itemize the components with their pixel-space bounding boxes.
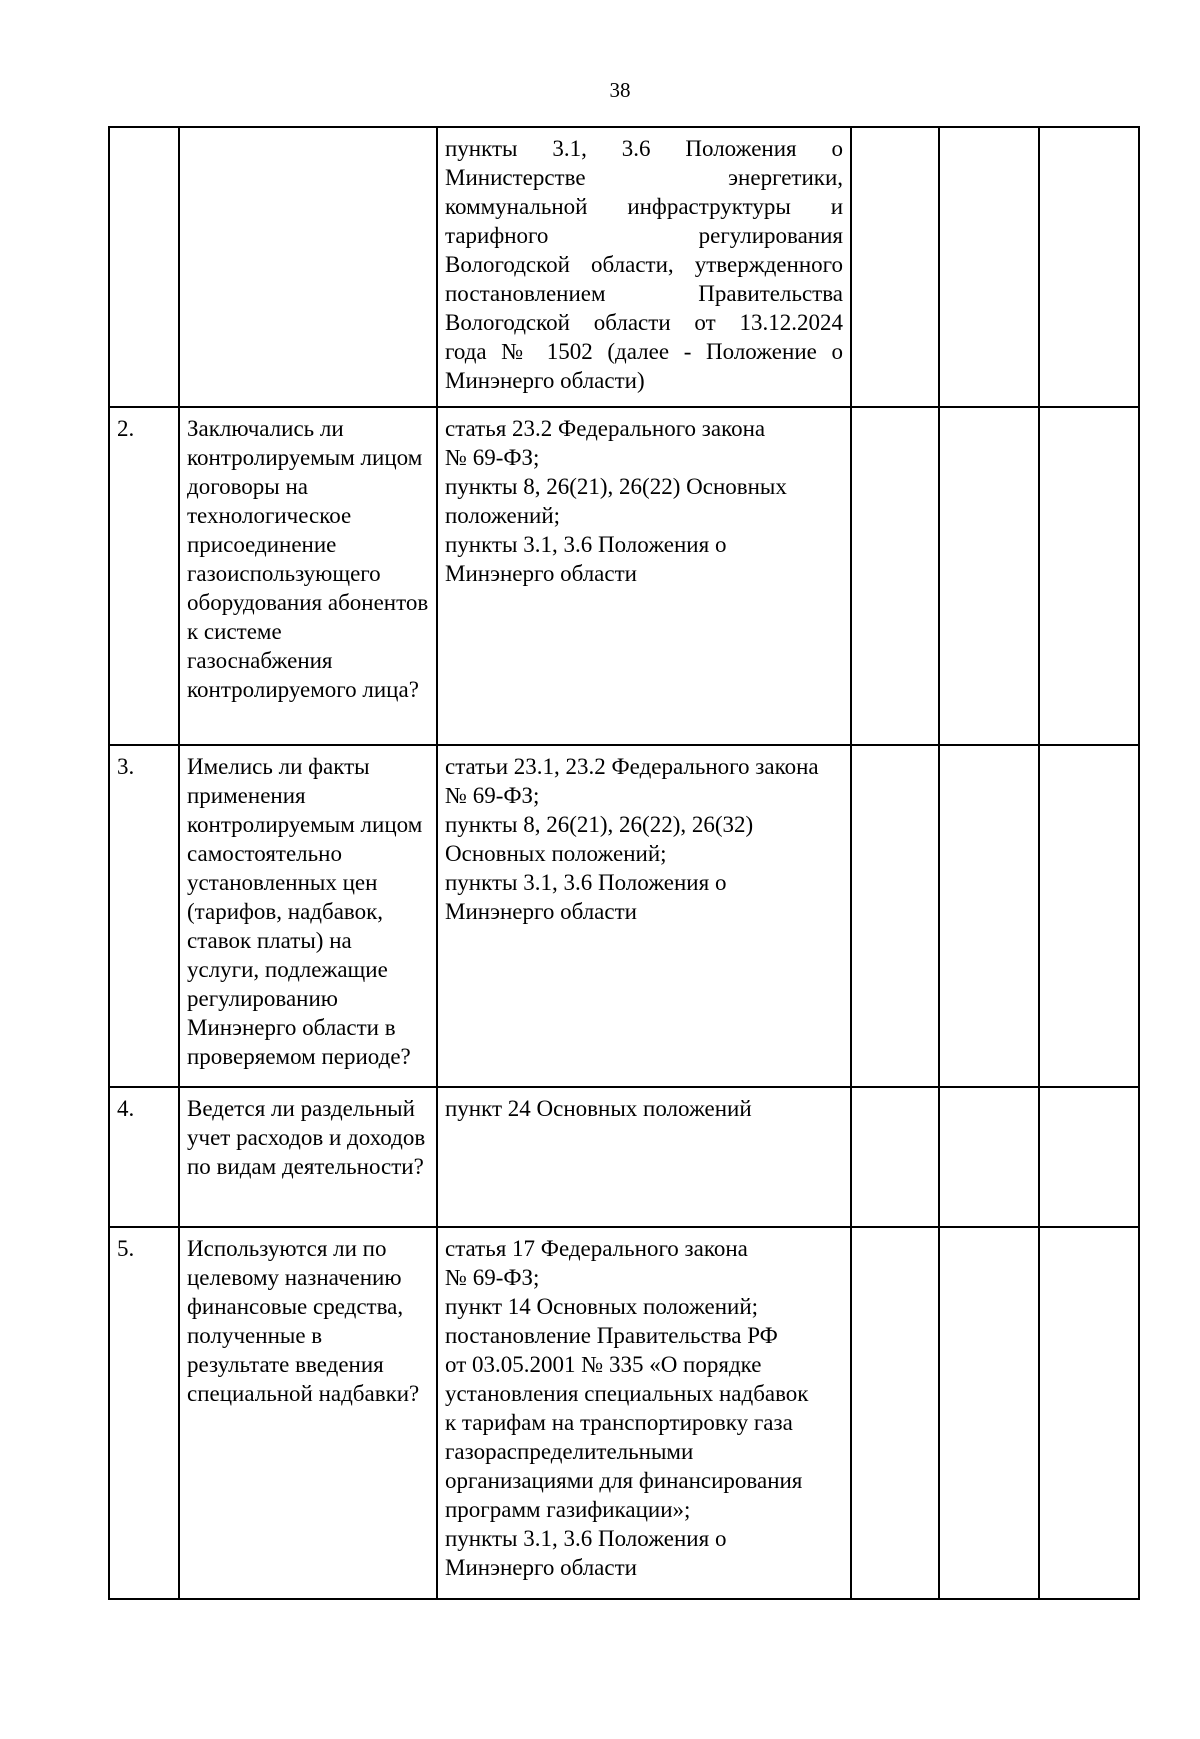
basis-line: № 69-ФЗ; <box>445 445 540 470</box>
row-number: 3. <box>109 745 179 1087</box>
answer-no-cell <box>939 745 1039 1087</box>
basis-line: постановление Правительства РФ <box>445 1323 778 1348</box>
answer-no-cell <box>939 1087 1039 1227</box>
legal-basis-cell <box>437 127 851 407</box>
basis-line: тарифного регулирования <box>445 223 843 248</box>
table-row <box>109 407 1139 745</box>
table-row <box>109 1087 1139 1227</box>
basis-line: Минэнерго области <box>445 561 637 586</box>
answer-na-cell <box>1039 127 1139 407</box>
basis-line: газораспределительными <box>445 1439 694 1464</box>
question-cell: Заключались ли контролируемым лицом договоры на технологическое присоединение газоиспользующего оборудования абонентов к системе газоснабжения контролируемого лица? <box>179 407 437 745</box>
legal-basis-cell <box>437 1087 851 1227</box>
basis-line: положений; <box>445 503 561 528</box>
basis-line: установления специальных надбавок <box>445 1381 809 1406</box>
question-cell: Ведется ли раздельный учет расходов и доходов по видам деятельности? <box>179 1087 437 1227</box>
basis-line: пункты 3.1, 3.6 Положения о <box>445 870 727 895</box>
answer-na-cell <box>1039 1227 1139 1599</box>
basis-line: программ газификации»; <box>445 1497 691 1522</box>
question-cell: Используются ли по целевому назначению финансовые средства, полученные в результате введения специальной надбавки? <box>179 1227 437 1599</box>
basis-line: пункты 3.1, 3.6 Положения о <box>445 1526 727 1551</box>
basis-line: Минэнерго области <box>445 899 637 924</box>
question-cell: Имелись ли факты применения контролируемым лицом самостоятельно установленных цен (тарифов, надбавок, ставок платы) на услуги, подлежащие регулированию Минэнерго области в проверяемом периоде? <box>179 745 437 1087</box>
answer-na-cell <box>1039 407 1139 745</box>
basis-line: Вологодской области, утвержденного <box>445 252 843 277</box>
answer-na-cell <box>1039 745 1139 1087</box>
basis-line: коммунальной инфраструктуры и <box>445 194 843 219</box>
basis-line: статья 17 Федерального закона <box>445 1236 748 1261</box>
basis-line: № 69-ФЗ; <box>445 783 540 808</box>
basis-line: № 69-ФЗ; <box>445 1265 540 1290</box>
page-number: 38 <box>609 78 631 102</box>
legal-basis-cell <box>437 1227 851 1599</box>
answer-yes-cell <box>851 1227 939 1599</box>
table-row <box>109 1227 1139 1599</box>
legal-basis-cell <box>437 745 851 1087</box>
answer-no-cell <box>939 1227 1039 1599</box>
row-number: 5. <box>109 1227 179 1599</box>
answer-yes-cell <box>851 745 939 1087</box>
basis-line: постановлением Правительства <box>445 281 843 306</box>
answer-no-cell <box>939 407 1039 745</box>
basis-line: пункт 14 Основных положений; <box>445 1294 759 1319</box>
basis-line: статьи 23.1, 23.2 Федерального закона <box>445 754 819 779</box>
answer-no-cell <box>939 127 1039 407</box>
basis-line: Минэнерго области <box>445 1555 637 1580</box>
answer-yes-cell <box>851 127 939 407</box>
question-cell <box>179 127 437 407</box>
basis-line: пункт 24 Основных положений <box>445 1096 752 1121</box>
table-row <box>109 127 1139 407</box>
answer-yes-cell <box>851 407 939 745</box>
table-row <box>109 745 1139 1087</box>
row-number <box>109 127 179 407</box>
basis-line: Минэнерго области) <box>445 368 645 393</box>
row-number: 2. <box>109 407 179 745</box>
basis-line: пункты 8, 26(21), 26(22), 26(32) <box>445 812 754 837</box>
basis-line: организациями для финансирования <box>445 1468 803 1493</box>
basis-line: пункты 3.1, 3.6 Положения о <box>445 136 843 161</box>
answer-yes-cell <box>851 1087 939 1227</box>
basis-line: статья 23.2 Федерального закона <box>445 416 766 441</box>
basis-line: Основных положений; <box>445 841 667 866</box>
basis-line: от 03.05.2001 № 335 «О порядке <box>445 1352 762 1377</box>
row-number: 4. <box>109 1087 179 1227</box>
basis-line: пункты 3.1, 3.6 Положения о <box>445 532 727 557</box>
basis-line: к тарифам на транспортировку газа <box>445 1410 793 1435</box>
basis-line: Министерстве энергетики, <box>445 165 843 190</box>
basis-line: пункты 8, 26(21), 26(22) Основных <box>445 474 787 499</box>
basis-line: года № 1502 (далее - Положение о <box>445 339 843 364</box>
basis-line: Вологодской области от 13.12.2024 <box>445 310 843 335</box>
legal-basis-cell <box>437 407 851 745</box>
answer-na-cell <box>1039 1087 1139 1227</box>
checklist-table <box>108 126 1140 1600</box>
